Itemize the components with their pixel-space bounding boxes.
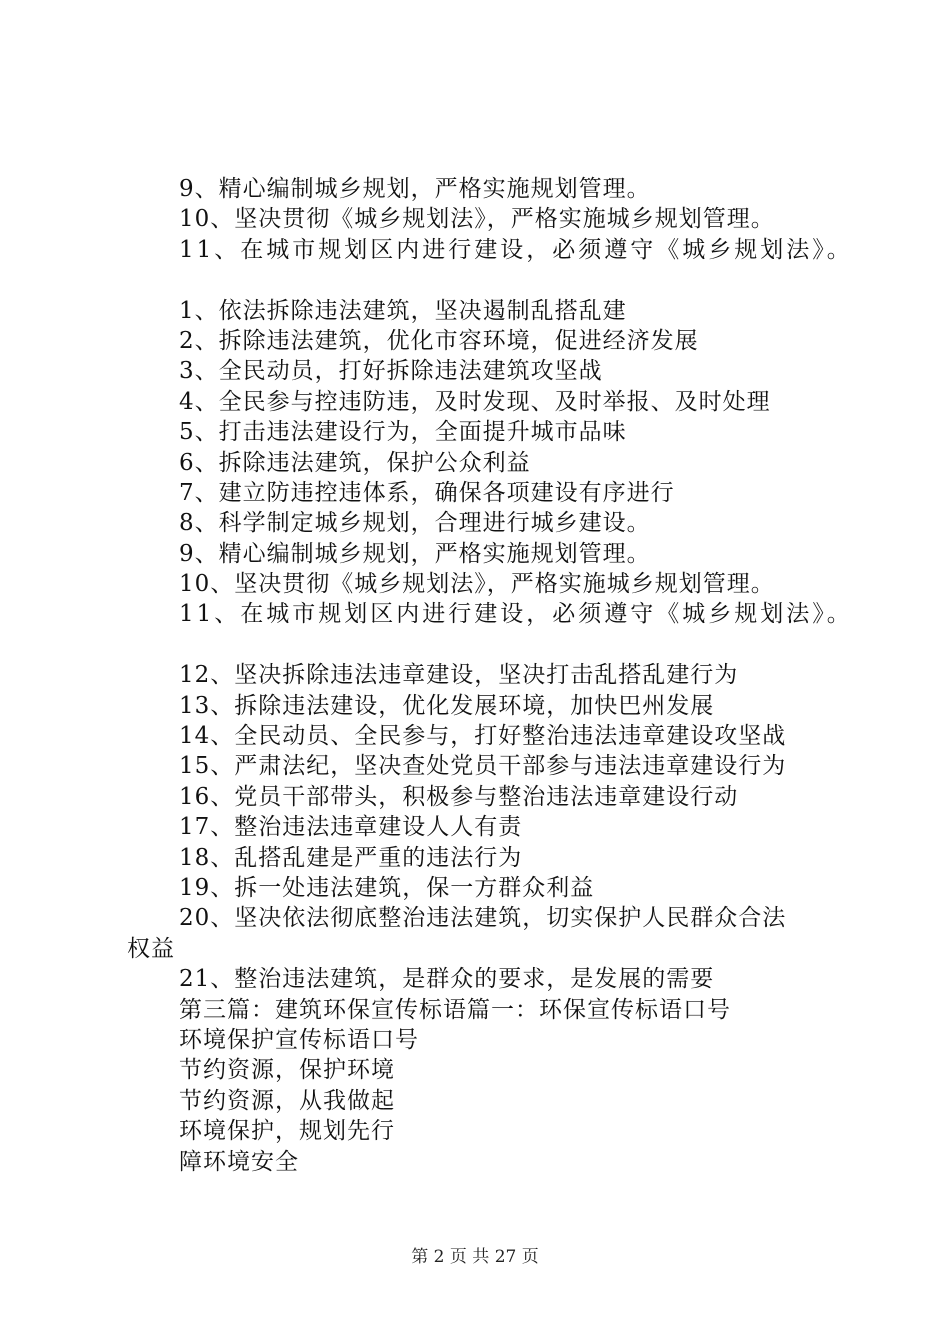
text-line: 18、乱搭乱建是严重的违法行为 [179,844,523,871]
text-line-continuation: 权益 [127,935,175,962]
text-line: 13、拆除违法建设，优化发展环境，加快巴州发展 [179,692,715,719]
text-line: 21、整治违法建筑，是群众的要求，是发展的需要 [179,966,715,993]
text-line: 环境保护，规划先行 [179,1118,395,1145]
paragraph-gap [127,265,847,295]
text-line: 2、拆除违法建筑，优化市容环境，促进经济发展 [179,327,699,354]
text-line: 环境保护宣传标语口号 [179,1026,419,1053]
section-heading: 第三篇：建筑环保宣传标语篇一：环保宣传标语口号 [179,996,731,1023]
text-line: 节约资源，保护环境 [179,1057,395,1084]
text-line: 11、在城市规划区内进行建设，必须遵守《城乡规划法》。 [179,601,853,628]
text-line: 14、全民动员、全民参与，打好整治违法违章建设攻坚战 [179,723,787,750]
text-line: 障环境安全 [179,1148,299,1175]
text-line: 3、全民动员，打好拆除违法建筑攻坚战 [179,358,603,385]
text-line: 9、精心编制城乡规划，严格实施规划管理。 [179,176,651,202]
document-body [127,174,853,1177]
text-line: 6、拆除违法建筑，保护公众利益 [179,449,531,476]
text-line: 5、打击违法建设行为，全面提升城市品味 [179,419,627,446]
text-line: 17、整治违法违章建设人人有责 [179,814,523,841]
text-line: 16、党员干部带头，积极参与整治违法违章建设行动 [179,783,739,810]
text-line: 节约资源，从我做起 [179,1087,395,1114]
text-line: 10、坚决贯彻《城乡规划法》，严格实施城乡规划管理。 [179,206,775,233]
text-line: 8、科学制定城乡规划，合理进行城乡建设。 [179,510,651,537]
text-line: 15、严肃法纪，坚决查处党员干部参与违法违章建设行为 [179,753,787,780]
text-line: 1、依法拆除违法建筑，坚决遏制乱搭乱建 [179,297,627,324]
text-line: 7、建立防违控违体系，确保各项建设有序进行 [179,479,675,506]
text-line: 19、拆一处违法建筑，保一方群众利益 [179,874,595,901]
text-line: 11、在城市规划区内进行建设，必须遵守《城乡规划法》。 [179,236,853,263]
paragraph-gap [127,630,847,660]
text-line: 12、坚决拆除违法违章建设，坚决打击乱搭乱建行为 [179,662,739,689]
page-number-footer: 第 2 页 共 27 页 [411,1247,539,1267]
text-line: 9、精心编制城乡规划，严格实施规划管理。 [179,540,651,567]
text-line: 20、坚决依法彻底整治违法建筑，切实保护人民群众合法 [179,905,787,932]
text-line: 4、全民参与控违防违，及时发现、及时举报、及时处理 [179,388,771,415]
text-line: 10、坚决贯彻《城乡规划法》，严格实施城乡规划管理。 [179,571,775,598]
